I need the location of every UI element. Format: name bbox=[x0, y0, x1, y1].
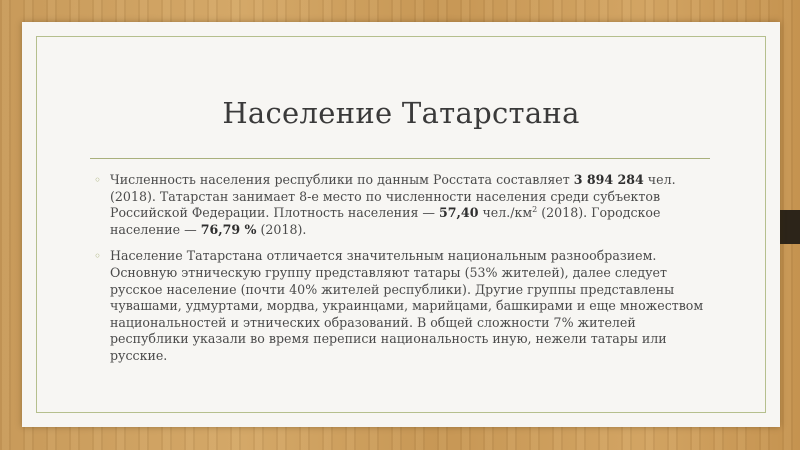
slide-title: Население Татарстана bbox=[222, 96, 580, 130]
slide bbox=[22, 22, 780, 427]
text-segment: (2018). Городское население — bbox=[110, 205, 661, 237]
title-divider bbox=[90, 158, 710, 159]
population-value: 3 894 284 bbox=[573, 172, 644, 187]
text-segment: Численность населения республики по данным Росстата составляет bbox=[110, 172, 574, 187]
paragraph-ethnic-composition bbox=[94, 248, 716, 364]
background-dark-bar bbox=[780, 210, 800, 244]
text-segment: (2018). bbox=[256, 221, 307, 237]
density-value: 57,40 bbox=[439, 205, 479, 221]
slide-content bbox=[94, 172, 716, 375]
bullet-icon: ◦ bbox=[94, 249, 102, 264]
urban-value: 76,79 bbox=[200, 221, 241, 237]
superscript: 2 bbox=[532, 205, 538, 214]
bullet-icon: ◦ bbox=[94, 173, 102, 187]
text-segment: Население Татарстана отличается значительным национальным разнообразием. Основную этническую группу представляют татары (53% жителей), далее следует русское население (почти 40% жителей республики). Другие группы представлены чувашами, удмуртами, мордва, украинцами, марийцами, башкирами и еще множеством национальностей и этнических образований. В общей сложности 7% жителей республики указали во время переписи национальность иную, нежели татары или русские. bbox=[110, 248, 704, 363]
percent-sign: % bbox=[240, 221, 257, 237]
text-segment: чел. (2018). Татарстан занимает 8-е место по численности населения среди субъектов Российской Федерации. Плотность населения — bbox=[110, 172, 676, 221]
text-segment: чел./км bbox=[478, 205, 533, 221]
paragraph-population-stats bbox=[94, 172, 716, 238]
